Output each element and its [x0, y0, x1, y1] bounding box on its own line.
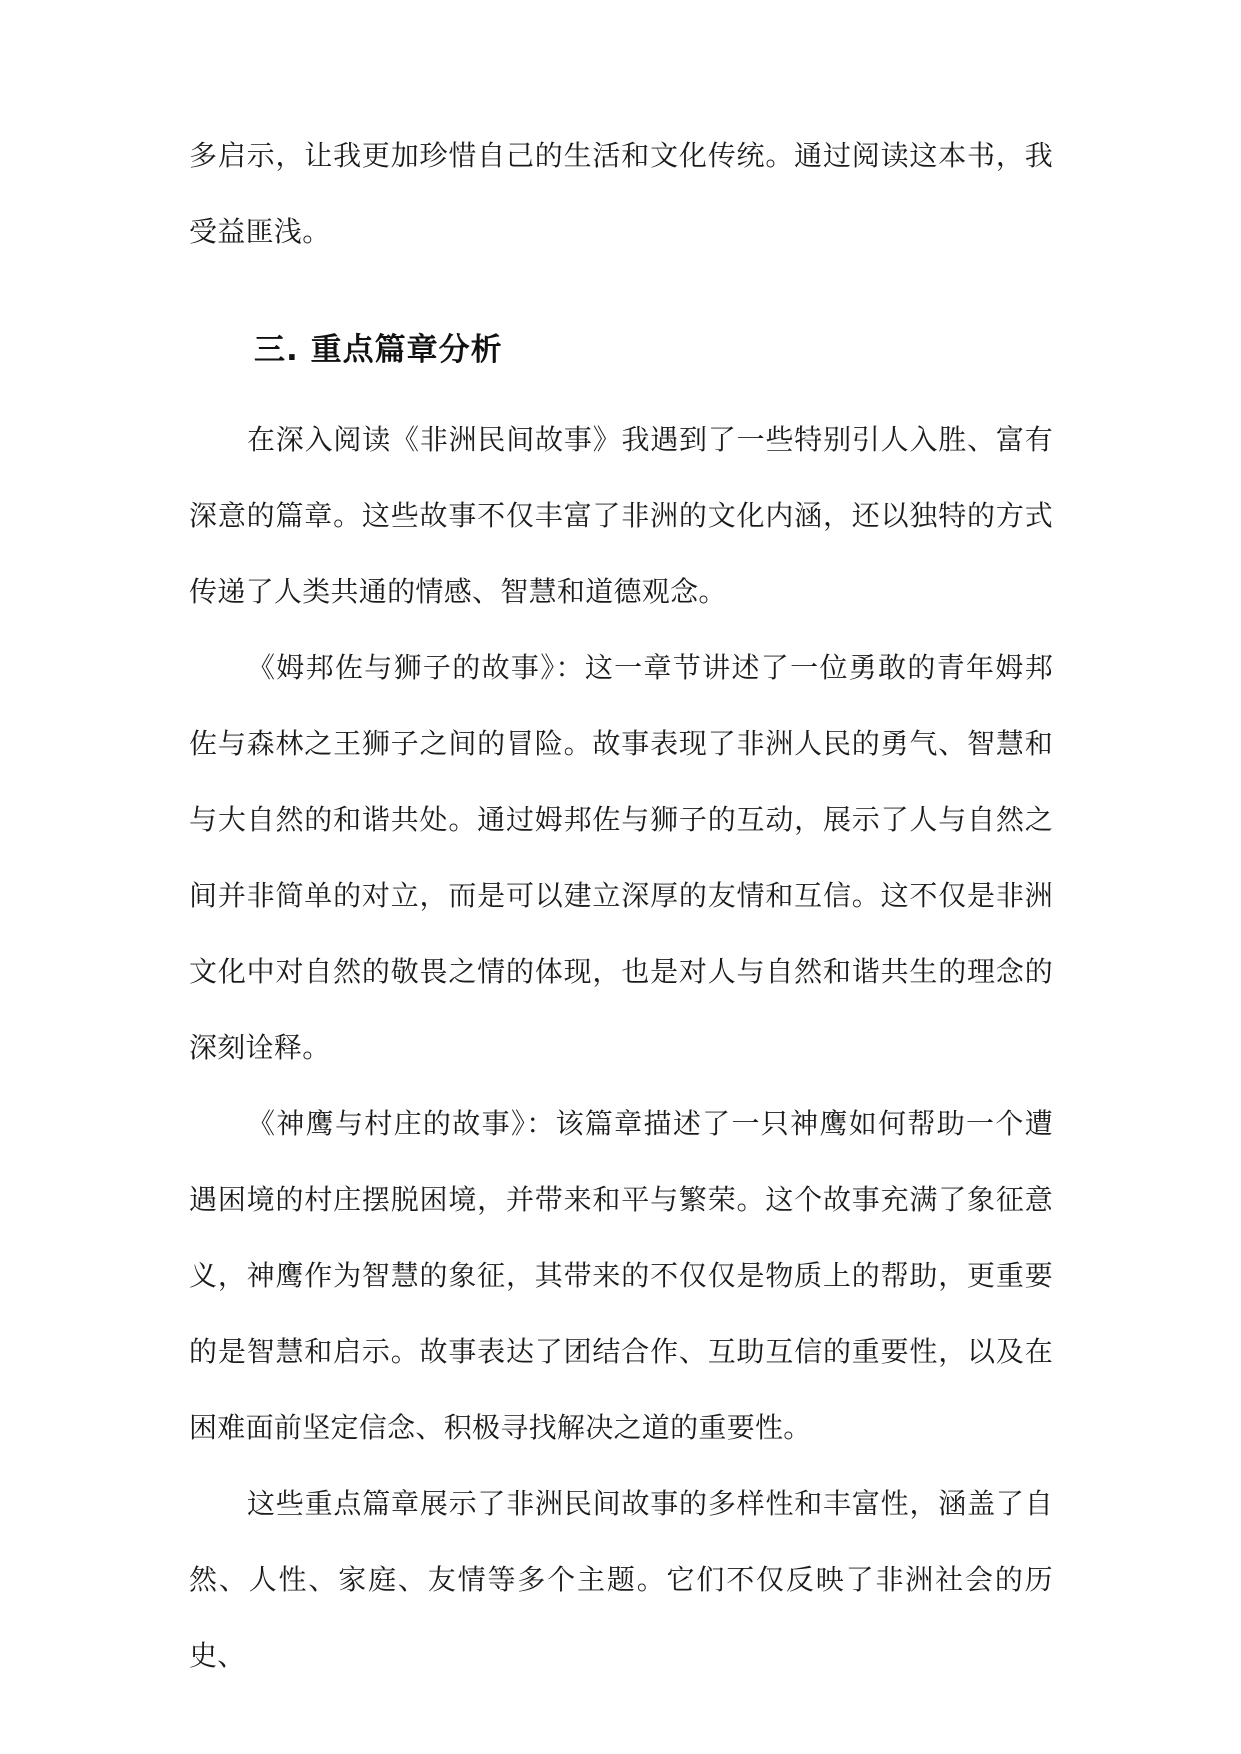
- body-paragraph-4: 这些重点篇章展示了非洲民间故事的多样性和丰富性，涵盖了自然、人性、家庭、友情等多个主题。它们不仅反映了非洲社会的历史、: [189, 1487, 1053, 1672]
- body-paragraph-2: 《姆邦佐与狮子的故事》：这一章节讲述了一位勇敢的青年姆邦佐与森林之王狮子之间的冒险。故事表现了非洲人民的勇气、智慧和与大自然的和谐共处。通过姆邦佐与狮子的互动，展示了人与自然之间并非简单的对立，而是可以建立深厚的友情和互信。这不仅是非洲文化中对自然的敬畏之情的体现，也是对人与自然和谐共生的理念的深刻诠释。: [189, 651, 1053, 1064]
- body-paragraph-3: 《神鹰与村庄的故事》：该篇章描述了一只神鹰如何帮助一个遭遇困境的村庄摆脱困境，并带来和平与繁荣。这个故事充满了象征意义，神鹰作为智慧的象征，其带来的不仅仅是物质上的帮助，更重要的是智慧和启示。故事表达了团结合作、互助互信的重要性，以及在困难面前坚定信念、积极寻找解决之道的重要性。: [189, 1107, 1053, 1444]
- section-heading: 三. 重点篇章分析: [254, 332, 503, 368]
- body-paragraph-1: 在深入阅读《非洲民间故事》我遇到了一些特别引人入胜、富有深意的篇章。这些故事不仅丰富了非洲的文化内涵，还以独特的方式传递了人类共通的情感、智慧和道德观念。: [189, 423, 1053, 608]
- intro-continuation-paragraph: 多启示，让我更加珍惜自己的生活和文化传统。通过阅读这本书，我受益匪浅。: [189, 139, 1053, 248]
